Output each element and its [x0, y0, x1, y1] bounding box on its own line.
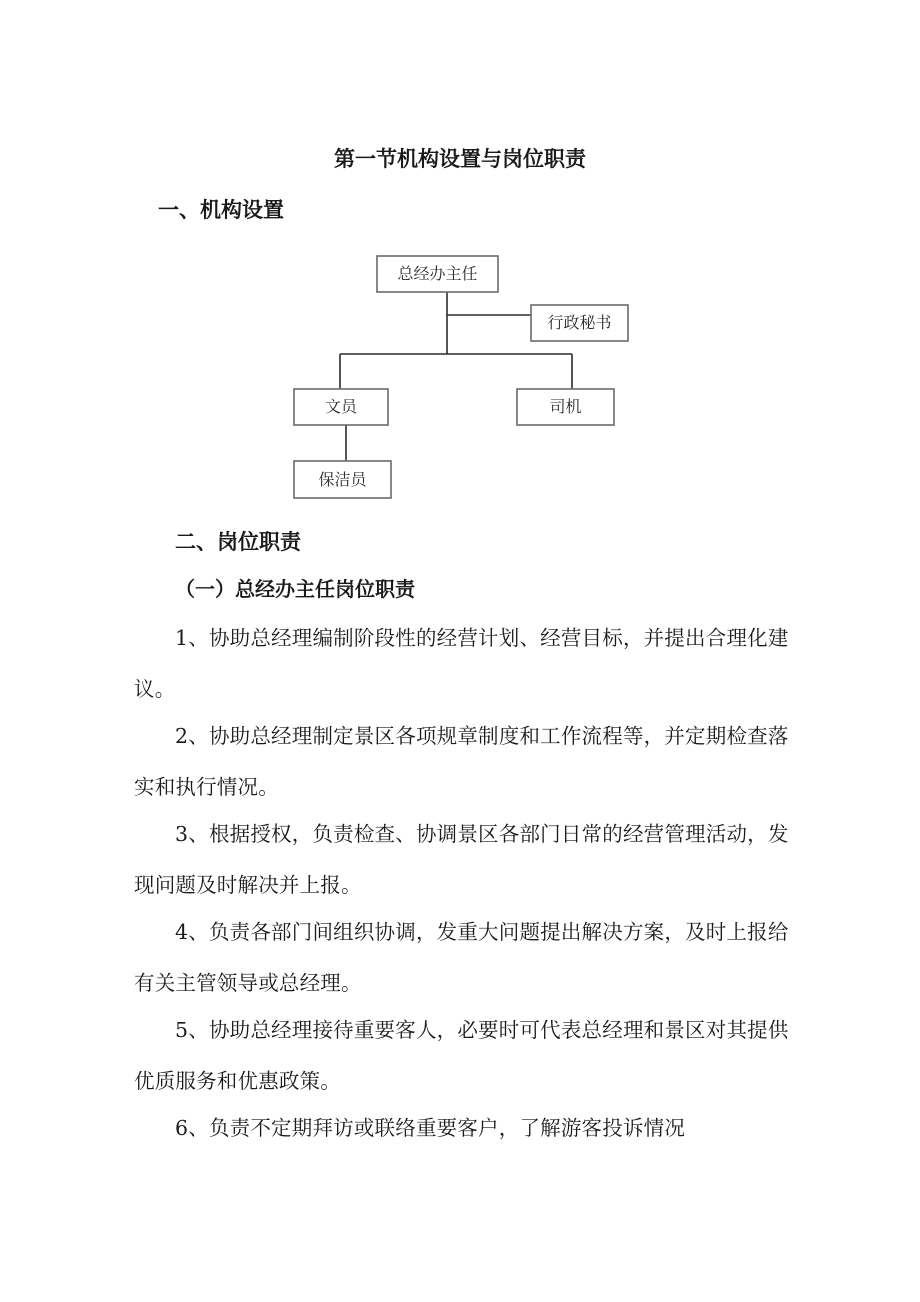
- org-node-cleaner: [294, 461, 391, 498]
- duty-item-5: 5、协助总经理接待重要客人，必要时可代表总经理和景区对其提供优质服务和优惠政策。: [134, 1018, 789, 1093]
- duty-item-6: 6、负责不定期拜访或联络重要客户，了解游客投诉情况: [175, 1116, 686, 1140]
- org-node-clerk: [294, 389, 388, 425]
- section-heading-organization: 一、机构设置: [158, 197, 284, 222]
- org-node-label: 司机: [549, 397, 582, 416]
- subsection-heading-director-duties: （一）总经办主任岗位职责: [175, 577, 415, 601]
- section-heading-responsibilities: 二、岗位职责: [175, 529, 301, 554]
- duty-item-1: 1、协助总经理编制阶段性的经营计划、经营目标，并提出合理化建议。: [134, 626, 789, 701]
- org-node-label: 总经办主任: [397, 264, 478, 283]
- page-title: 第一节机构设置与岗位职责: [334, 146, 586, 171]
- duty-item-3: 3、根据授权，负责检查、协调景区各部门日常的经营管理活动，发现问题及时解决并上报。: [134, 822, 789, 897]
- duty-item-4: 4、负责各部门间组织协调，发重大问题提出解决方案，及时上报给有关主管领导或总经理。: [134, 920, 789, 995]
- org-node-label: 行政秘书: [547, 313, 612, 332]
- org-node-label: 保洁员: [318, 470, 367, 489]
- duty-item-2: 2、协助总经理制定景区各项规章制度和工作流程等，并定期检查落实和执行情况。: [134, 724, 789, 799]
- org-node-driver: [517, 389, 614, 425]
- org-node-director: [377, 256, 498, 292]
- org-node-secretary: [531, 305, 628, 341]
- org-chart: [0, 0, 920, 520]
- org-node-label: 文员: [324, 397, 358, 416]
